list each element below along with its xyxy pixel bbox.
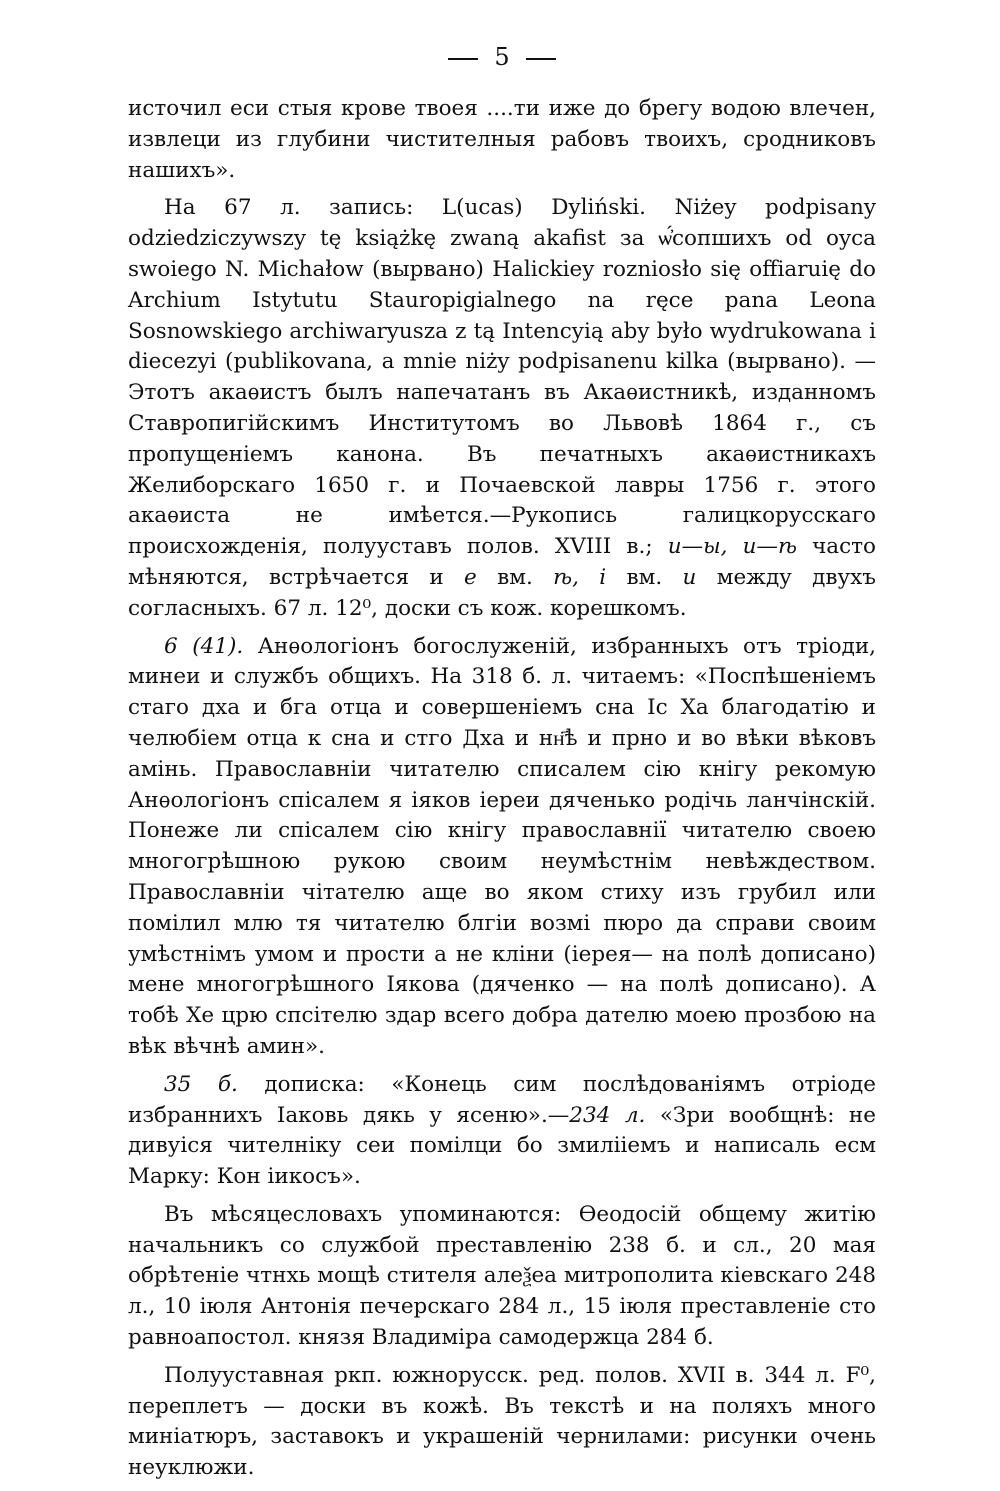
text-span: Полууставная ркп. южнорусск. ред. полов. XVII в. 344 л. F⁰, переплетъ — доски въ кожѣ. Въ текстѣ и на поляхъ много миніатюръ, заставокъ и украшеній чернилами: рисунки очень неуклюжи.: [128, 1362, 876, 1481]
document-page: [128, 40, 876, 1491]
italic-span: 35 б.: [164, 1071, 238, 1097]
paragraph-6: [128, 1361, 876, 1484]
dash-left: [448, 58, 478, 60]
page-number: [128, 40, 876, 74]
text-span: Анѳологіонъ богослуженій, избранныхъ отъ тріоди, минеи и службъ общихъ. На 318 б. л. читаемъ: «Поспѣшеніемъ стаго дха и бга отца и совершеніемъ сна Іс Ха благодатію и челюбіем отца к сна и стго Дха и нн҃ѣ и прно и во вѣки вѣковъ амінь. Православніи читателю списалем сію кнігу рекомую Анѳологіонъ спісалем я іяков іереи дяченько родічь ланчінскій. Понеже ли спісалем сію кнігу православнії читателю своею многогрѣшною рукою своим неумѣстнім невѣждеством. Православніи чітателю аще во яком стиху изъ грубил или помілил млю тя читателю блгіи возмі пюро да справи своим умѣстнімъ умом и прости а не кліни (іерея— на полѣ дописано) мене многогрѣшного Іякова (дяченко — на полѣ дописано). А тобѣ Хе црю спсітелю здар всего добра дателю моею прозбою на вѣк вѣчнѣ амин».: [128, 633, 877, 1059]
text-span: Въ мѣсяцесловахъ упоминаются: Ѳеодосій общему житію начальникъ со службой преставленію 238 б. и сл., 20 мая обрѣтеніе чтнхь мощѣ стителя алеѯеа митрополита кіевскаго 248 л., 10 іюля Антонія печерскаго 284 л., 15 іюля преставленіе сто равноапостол. князя Владиміра самодержца 284 б.: [128, 1201, 876, 1351]
dash-right: [526, 58, 556, 60]
entry-number: 6 (41).: [164, 633, 244, 659]
paragraph-2: [128, 193, 876, 624]
paragraph-5: [128, 1200, 876, 1354]
italic-span: 234 л.: [569, 1102, 646, 1128]
text-span: вм.: [476, 564, 554, 590]
text-span: часто мѣняются, встрѣчается и: [128, 534, 877, 590]
italic-span: е: [464, 564, 477, 590]
text-span: вм.: [606, 564, 683, 590]
page-number-text: 5: [494, 43, 510, 71]
paragraph-1: [128, 94, 876, 186]
italic-span: и: [682, 564, 697, 590]
paragraph-4: [128, 1070, 876, 1193]
italic-span: ѣ, і: [553, 564, 607, 590]
text-span: источил еси стыя крове твоея ....ти иже до брегу водою влечен, извлеци из глубини чистителныя рабовъ твоихъ, сродниковъ нашихъ».: [128, 96, 876, 183]
italic-span: и—ы, и—ѣ: [667, 534, 797, 560]
text-span: «Зри вообщнѣ: не дивуіся чителніку сеи помілци бо змилiiемъ и написаль есм Марку: Кон іикосъ».: [128, 1102, 876, 1190]
text-span: между двухъ согласныхъ. 67 л. 12⁰, доски съ кож. корешкомъ.: [128, 564, 876, 621]
text-span: дописка: «Конець сим послѣдованіямъ отріоде избраннихъ Іаковь дякь у ясеню».—: [128, 1071, 876, 1128]
paragraph-3: [128, 632, 876, 1063]
text-span: На 67 л. запись: L(ucas) Dyliński. Niżey podpisany odziedziczywszy tę książkę zwaną akafist за ѡ҆́сопшихъ od oyca swoiego N. Michałow (вырвано) Halickiey rozniosło się offiaruię do Archium Istytutu Stauropigialnego na ręce pana Leona Sosnowskiego archiwaryusza z tą Intencyią aby było wydrukowana i diecezyi (publikovana, a mnie niży podpisanenu kilka (вырвано). — Этотъ акаѳистъ былъ напечатанъ въ Акаѳистникѣ, изданномъ Ставропигійскимъ Институтомъ во Львовѣ 1864 г., съ пропущеніемъ канона. Въ печатныхъ акаѳистникахъ Желиборскаго 1650 г. и Почаевской лавры 1756 г. этого акаѳиста не имѣется.—Рукопись галицкорусскаго происхожденія, полууставъ полов. XVIII в.;: [128, 195, 876, 560]
